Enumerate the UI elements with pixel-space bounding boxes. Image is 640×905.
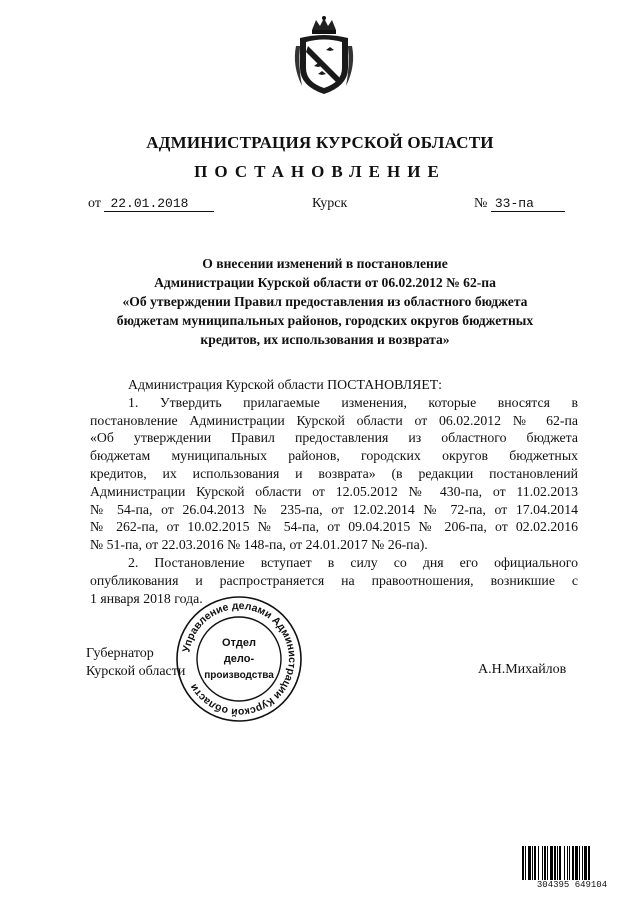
barcode-bar (569, 846, 570, 880)
barcode-bar (564, 846, 565, 880)
signatory-position-line: Курской области (86, 664, 186, 679)
barcode-number: 304395 649104 (518, 880, 626, 890)
stamp-center-line: дело- (223, 653, 255, 665)
document-date: 22.01.2018 (104, 196, 214, 212)
body-line: № 54-па, от 26.04.2013 № 235-па, от 12.02.2014 № 72-па, от 17.04.2014 (90, 501, 578, 517)
stamp-center-line: производства (204, 670, 274, 681)
stamp-center-line: Отдел (222, 637, 256, 649)
subject-line: «Об утверждении Правил предоставления из областного бюджета (122, 294, 528, 309)
barcode-bar (538, 846, 539, 880)
signatory-position (86, 645, 185, 681)
barcode-bar (550, 846, 553, 880)
body-line: кредитов, их использования и возврата» (в редакции постановлений (90, 465, 578, 481)
body-line: Администрации Курской области от 12.05.2012 № 430-па, от 11.02.2013 (90, 483, 578, 499)
barcode-bar (534, 846, 536, 880)
body-line: «Об утверждении Правил предоставления из областного бюджета (90, 430, 578, 446)
body-line: 2. Постановление вступает в силу со дня его официального (128, 554, 578, 570)
stamp-ring-text: Управление делами Администрации Курской области (180, 599, 299, 719)
body-line: 1. Утвердить прилагаемые изменения, которые вносятся в (128, 394, 578, 410)
date-prefix: от (88, 196, 101, 211)
document-type-title: ПОСТАНОВЛЕНИЕ (194, 162, 446, 181)
document-number: 33-па (491, 196, 565, 212)
subject-line: бюджетам муниципальных районов, городских округов бюджетных (116, 313, 534, 328)
barcode-bar (588, 846, 590, 880)
organization-title: АДМИНИСТРАЦИЯ КУРСКОЙ ОБЛАСТИ (146, 133, 494, 152)
barcode-bar (554, 846, 556, 880)
document-body (90, 376, 578, 607)
number-prefix: № (474, 196, 488, 211)
subject-line: Администрации Курской области от 06.02.2012 № 62-па (154, 275, 496, 290)
subject-line: кредитов, их использования и возврата» (200, 332, 450, 347)
barcode-bar (532, 846, 533, 880)
document-number-field (474, 196, 565, 212)
body-intro: Администрация Курской области ПОСТАНОВЛЯЕТ: (128, 377, 443, 392)
document-date-field (88, 196, 214, 212)
barcode-bar (528, 846, 531, 880)
body-line: № 262-па, от 10.02.2015 № 54-па, от 09.04.2015 № 206-па, от 02.02.2016 (90, 519, 578, 535)
barcode-bar (522, 846, 524, 880)
barcode-bar (557, 846, 558, 880)
barcode-bar (559, 846, 561, 880)
official-stamp (174, 594, 304, 724)
coat-of-arms-emblem (292, 16, 356, 96)
document-city: Курск (312, 196, 348, 211)
barcode-bar (525, 846, 526, 880)
signatory-name: А.Н.Михайлов (478, 662, 567, 677)
barcode-bar (567, 846, 568, 880)
body-line: 1 января 2018 года. (90, 590, 203, 606)
barcode-bar (579, 846, 580, 880)
body-line: бюджетам муниципальных районов, городских округов бюджетных (90, 448, 578, 464)
body-line: постановление Администрации Курской области от 06.02.2012 № 62-па (90, 412, 578, 428)
signatory-position-line: Губернатор (86, 646, 154, 661)
body-line: № 51-па, от 22.03.2016 № 148-па, от 24.01.2017 № 26-па). (90, 537, 428, 553)
subject-line: О внесении изменений в постановление (202, 256, 448, 271)
barcode-bar (582, 846, 583, 880)
barcode-bar (572, 846, 574, 880)
body-line: опубликования и распространяется на правоотношения, возникшие с (90, 572, 578, 588)
barcode-bar (584, 846, 587, 880)
document-subject (90, 254, 560, 349)
barcode-bar (575, 846, 578, 880)
barcode-bar (547, 846, 548, 880)
barcode-bar (544, 846, 546, 880)
barcode-bar (542, 846, 543, 880)
